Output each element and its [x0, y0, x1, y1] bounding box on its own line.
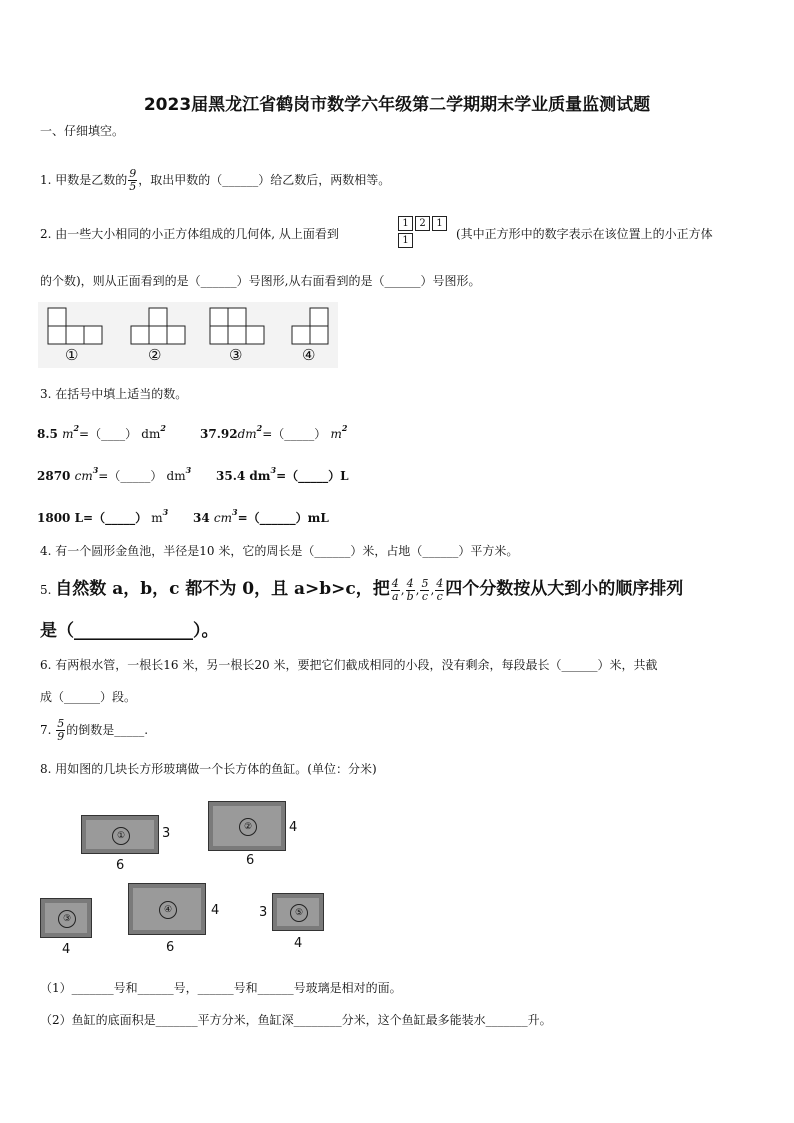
question-8: 8. 用如图的几块长方形玻璃做一个长方体的鱼缸。(单位：分米)	[40, 762, 377, 776]
glass-panel-4: ④	[128, 883, 206, 935]
question-8-part1: （1）_______号和______号，______号和______号玻璃是相对的面。	[40, 981, 402, 995]
panel-5-bottom: 4	[294, 936, 303, 951]
question-2-cont: (其中正方形中的数字表示在该位置上的小正方体	[456, 227, 713, 241]
question-5: 5. 自然数 a，b，c 都不为 0，且 a>b>c，把 $\frac{4}{a}$ , $\frac{4}{b}$ , $\frac{5}{c}$ , $\frac{4}{c}$ 四个分数按从大到小的顺序排列	[40, 577, 684, 603]
question-2-line2: 的个数)，则从正面看到的是（______）号图形,从右面看到的是（______）号图形。	[40, 274, 481, 288]
panel-2-bottom: 6	[246, 853, 255, 868]
q3-row3-left: 1800 L=（_____） $m^3$	[37, 507, 169, 525]
q3-row1-left: 8.5 $m^2=(\_\_\_\_)$ $dm^2$	[37, 423, 166, 441]
question-4: 4. 有一个圆形金鱼池，半径是10 米，它的周长是（______）米，占地（______）平方米。	[40, 544, 519, 558]
question-1: 1. 甲数是乙数的 $\frac{9}{5}$ ，取出甲数的（______）给乙数后，两数相等。	[40, 167, 391, 193]
option-4-label: ④	[302, 346, 316, 364]
panel-4-bottom: 6	[166, 940, 175, 955]
glass-panel-5: ⑤	[272, 893, 324, 931]
q3-row2-left: 2870 $cm^3=(\_\_\_\_\_)$ $dm^3$	[37, 465, 192, 483]
q3-row2-right: 35.4 $dm^3=(\_\_\_\_\_)L$	[216, 465, 349, 483]
page-title: 2023届黑龙江省鹤岗市数学六年级第二学期期末学业质量监测试题	[143, 95, 651, 115]
question-3: 3. 在括号中填上适当的数。	[40, 387, 188, 401]
question-8-part2: （2）鱼缸的底面积是_______平方分米，鱼缸深________分米，这个鱼缸最多能装水_______升。	[40, 1013, 552, 1027]
question-6-line2: 成（______）段。	[40, 690, 137, 704]
section-heading: 一、仔细填空。	[40, 124, 125, 138]
question-6: 6. 有两根水管，一根长16 米，另一根长20 米，要把它们截成相同的小段，没有剩余，每段最长（______）米，共截	[40, 658, 658, 672]
panel-5-side: 3	[259, 905, 268, 920]
option-1-label: ①	[65, 346, 79, 364]
glass-panel-3: ③	[40, 898, 92, 938]
question-5-line2: 是（______________）。	[40, 621, 219, 641]
q3-row3-right: 34 $cm^3=(\_\_\_\_\_\_)mL$	[193, 507, 329, 525]
view-options-figure	[38, 302, 338, 368]
option-3-label: ③	[229, 346, 243, 364]
question-7: 7. $\frac{5}{9}$ 的倒数是_____.	[40, 717, 149, 743]
panel-3-bottom: 4	[62, 942, 71, 957]
panel-1-side: 3	[162, 826, 171, 841]
glass-panel-2: ②	[208, 801, 286, 851]
panel-2-side: 4	[289, 820, 298, 835]
panel-1-bottom: 6	[116, 858, 125, 873]
question-2: 2. 由一些大小相同的小正方体组成的几何体, 从上面看到	[40, 227, 339, 241]
option-2-label: ②	[148, 346, 162, 364]
q3-row1-right: $37.92dm^2=(\_\_\_\_\_)$ $m^2$	[200, 423, 348, 441]
panel-4-side: 4	[211, 903, 220, 918]
glass-panel-1: ①	[81, 815, 159, 854]
